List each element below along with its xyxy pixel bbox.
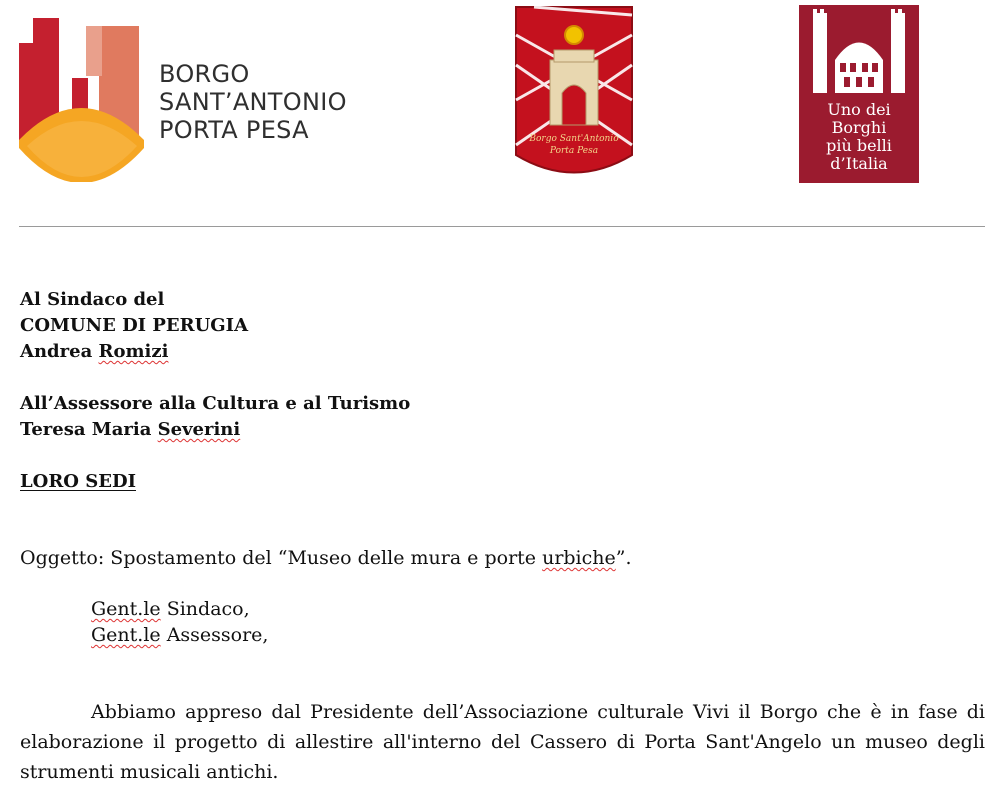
borghi-line4: d’Italia [830, 154, 888, 173]
subject-text: Oggetto: Spostamento del “Museo delle mura e porte [20, 547, 543, 569]
borgo-logo-text [159, 60, 347, 144]
subject-line [20, 545, 632, 571]
recipient-2-last-name: Severini [157, 419, 241, 440]
recipient-2-first-name: Teresa Maria [20, 419, 158, 440]
org-name-line3: PORTA PESA [159, 116, 309, 144]
greeting-rest-1: Sindaco, [160, 598, 250, 620]
greeting-abbr-1: Gent.le [91, 598, 161, 620]
borghi-line1: Uno dei [827, 100, 891, 119]
header-divider [19, 226, 985, 227]
borgo-logo-icon [19, 18, 144, 182]
subject-end: ”. [615, 547, 632, 569]
gonfalon-banner-icon [514, 5, 634, 183]
recipient-2-name [20, 417, 240, 443]
org-name-line2: SANT’ANTONIO [159, 88, 347, 116]
org-name-line1: BORGO [159, 60, 250, 88]
loro-sedi: LORO SEDI [20, 471, 136, 492]
recipient-1-name [20, 339, 168, 365]
recipient-1-first-name: Andrea [20, 341, 99, 362]
recipient-1-line1: Al Sindaco del [20, 289, 165, 310]
castle-icon [799, 5, 919, 100]
greeting-line1 [91, 596, 250, 622]
banner-text-1: Borgo Sant'Antonio [529, 134, 619, 144]
borghi-belli-logo [799, 5, 919, 183]
recipient-1-line2: COMUNE DI PERUGIA [20, 315, 249, 336]
greeting-line2 [91, 622, 268, 648]
borghi-text [799, 101, 919, 173]
borghi-line2: Borghi [831, 118, 887, 137]
greeting-rest-2: Assessore, [160, 624, 269, 646]
body-paragraph-text: Abbiamo appreso dal Presidente dell’Associazione culturale Vivi il Borgo che è in fase di elaborazione il progetto di allestire all'interno del Cassero di Porta Sant'Angelo un museo degli strumenti musicali antichi. [20, 701, 985, 783]
letterhead [0, 0, 1005, 200]
recipient-2-line1: All’Assessore alla Cultura e al Turismo [20, 393, 411, 414]
borghi-line3: più belli [826, 136, 892, 155]
greeting-abbr-2: Gent.le [91, 624, 161, 646]
recipient-1-last-name: Romizi [98, 341, 169, 362]
subject-flagged-word: urbiche [542, 547, 616, 569]
body-paragraph [20, 697, 985, 787]
banner-text-2: Porta Pesa [549, 146, 599, 156]
